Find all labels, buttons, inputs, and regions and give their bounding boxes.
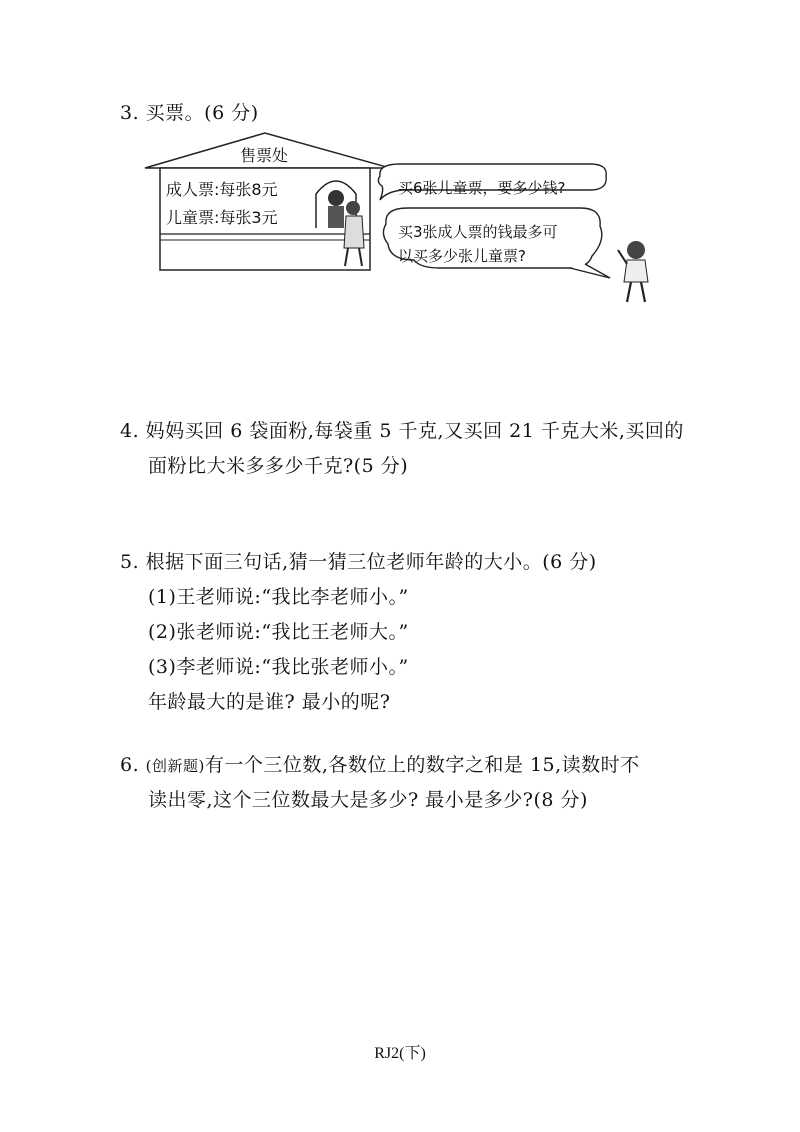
question-5-statement-1: (1)王老师说:“我比李老师小。” [148,586,409,608]
speech-bubble-2-line-2: 以买多少张儿童票? [398,247,526,265]
question-6-line-2: 读出零,这个三位数最大是多少? 最小是多少?(8 分) [148,789,588,811]
adult-ticket-price: 成人票:每张8元 [166,180,278,199]
question-3-title: 3. 买票。(6 分) [120,102,259,124]
booth-sign: 售票处 [240,146,289,165]
question-4-line-1: 4. 妈妈买回 6 袋面粉,每袋重 5 千克,又买回 21 千克大米,买回的 [120,420,684,442]
question-6-number: 6. [120,754,146,776]
speech-bubble-1: 买6张儿童票，要多少钱? [398,179,566,197]
innovation-tag: (创新题) [145,757,205,775]
ticket-scene-illustration [140,128,670,308]
question-5-statement-2: (2)张老师说:“我比王老师大。” [148,621,409,643]
child-ticket-price: 儿童票:每张3元 [166,208,278,227]
question-4-line-2: 面粉比大米多多少千克?(5 分) [148,455,409,477]
question-5-title: 5. 根据下面三句话,猜一猜三位老师年龄的大小。(6 分) [120,551,597,573]
question-5-ask: 年龄最大的是谁? 最小的呢? [148,691,391,713]
speech-bubble-2-line-1: 买3张成人票的钱最多可 [398,223,558,241]
page-footer: RJ2(下) [374,1045,426,1062]
question-6-line-1 [120,750,640,777]
question-6-text: 有一个三位数,各数位上的数字之和是 15,读数时不 [204,754,640,776]
question-5-statement-3: (3)李老师说:“我比张老师小。” [148,656,409,678]
